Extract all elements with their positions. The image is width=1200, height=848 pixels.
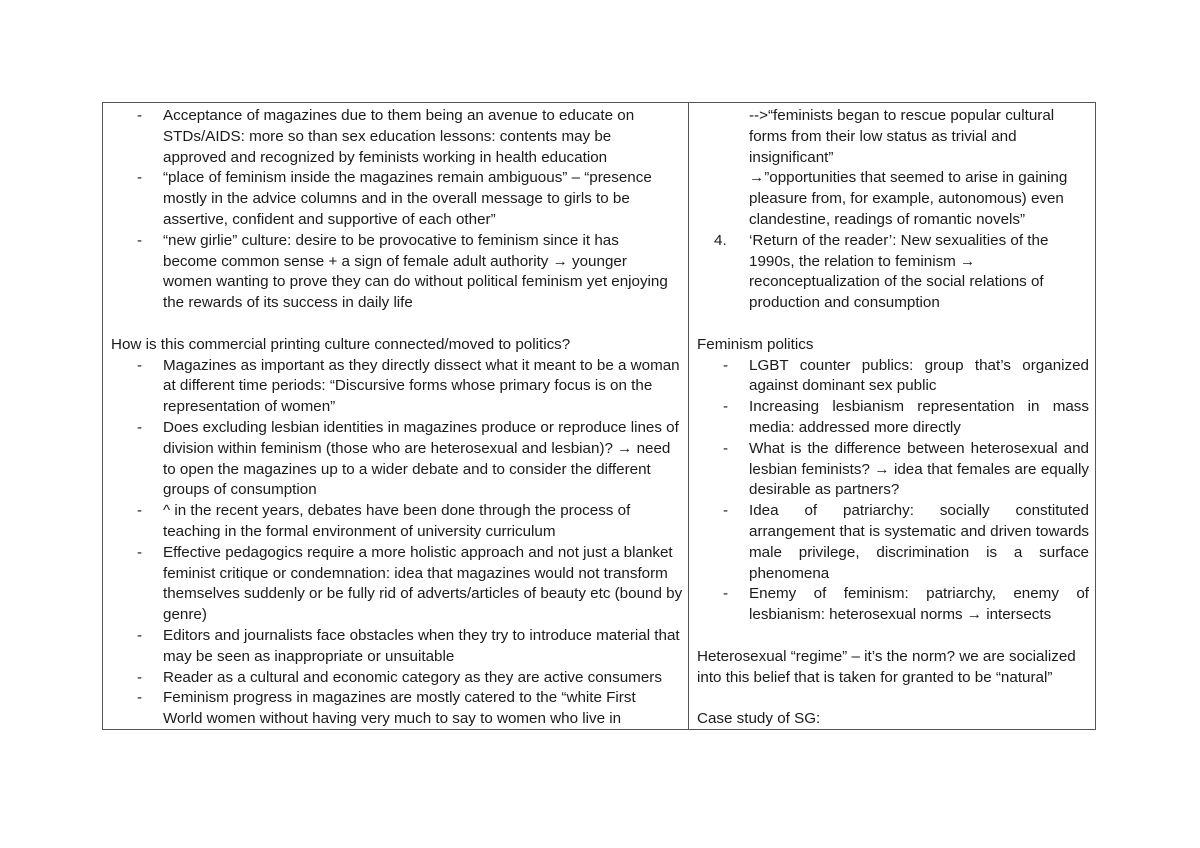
item-number: 4. <box>714 231 727 249</box>
list-item <box>111 688 668 729</box>
list-item <box>111 168 675 230</box>
continuation-quote: -->“feminists began to rescue popular cultural forms from their low status as trivial and insignificant” <box>749 107 1055 166</box>
bullet-dash: - <box>723 439 729 457</box>
bullet-text: Enemy of feminism: patriarchy, enemy of lesbianism: heterosexual norms → intersects <box>749 585 1089 624</box>
list-item <box>697 397 1089 439</box>
list-item <box>697 356 1089 398</box>
bullet-dash: - <box>137 418 143 436</box>
bullet-text: Magazines as important as they directly dissect what it meant to be a woman at different time periods: “Discursive forms whose primary focus is on the representation of women” <box>163 356 680 416</box>
list-item <box>111 626 683 668</box>
bullet-dash: - <box>137 231 143 249</box>
list-item <box>111 231 671 314</box>
bullet-dash: - <box>137 543 143 561</box>
bullet-dash: - <box>723 356 729 374</box>
bullet-text: Does excluding lesbian identities in magazines produce or reproduce lines of division within feminism (those who are heterosexual and lesbian)? → need to open the magazines up to a wider debate and to consider the different groups of consumption <box>163 418 679 499</box>
continuation-quote: →”opportunities that seemed to arise in gaining pleasure from, for example, autonomous) even clandestine, readings of romantic novels” <box>749 169 1068 228</box>
section-heading: Feminism politics <box>697 335 814 353</box>
bullet-dash: - <box>137 169 143 187</box>
bullet-text: Editors and journalists face obstacles when they try to introduce material that may be seen as inappropriate or unsuitable <box>163 626 680 665</box>
right-column <box>689 103 1095 729</box>
left-column <box>103 103 689 729</box>
bullet-text: Idea of patriarchy: socially constituted arrangement that is systematic and driven towards male privilege, discrimination is a surface phenomena <box>749 502 1089 582</box>
section-question: How is this commercial printing culture connected/moved to politics? <box>111 335 571 353</box>
bullet-text: “new girlie” culture: desire to be provocative to feminism since it has become common sense + a sign of female adult authority → younger women wanting to prove they can do without political feminism yet enjoying the rewards of its success in daily life <box>163 231 668 312</box>
case-study-heading: Case study of SG: <box>697 710 821 728</box>
bullet-dash: - <box>723 398 729 416</box>
bullet-dash: - <box>137 626 143 644</box>
bullet-text: Reader as a cultural and economic category as they are active consumers <box>163 668 662 686</box>
bullet-text: Effective pedagogics require a more holistic approach and not just a blanket feminist critique or condemnation: idea that magazines would not transform themselves suddenly or be fully rid of adverts/articles of beauty etc (bound by genre) <box>163 543 683 624</box>
bullet-dash: - <box>137 502 143 520</box>
list-item <box>111 106 663 168</box>
list-item <box>697 501 1089 584</box>
list-item <box>697 584 1089 626</box>
regime-paragraph: Heterosexual “regime” – it’s the norm? we are socialized into this belief that is taken for granted to be “natural” <box>697 647 1076 686</box>
bullet-text: ^ in the recent years, debates have been done through the process of teaching in the formal environment of university curriculum <box>163 502 631 540</box>
list-item <box>111 543 683 626</box>
bullet-text: “place of feminism inside the magazines remain ambiguous” – “presence mostly in the advice columns and in the overall message to girls to be assertive, confident and supportive of each other” <box>163 169 652 228</box>
bullet-text: Increasing lesbianism representation in mass media: addressed more directly <box>749 398 1089 436</box>
numbered-item <box>697 231 1089 314</box>
bullet-text: Feminism progress in magazines are mostly catered to the “white First World women without having very much to say to women who live in <box>163 689 636 728</box>
item-text: ‘Return of the reader’: New sexualities of the 1990s, the relation to feminism → reconceptualization of the social relations of production and consumption <box>749 231 1049 312</box>
list-item <box>697 439 1089 501</box>
bullet-text: LGBT counter publics: group that’s organized against dominant sex public <box>749 356 1089 395</box>
list-item <box>111 501 673 543</box>
notes-table <box>102 102 1096 730</box>
bullet-text: What is the difference between heterosexual and lesbian feminists? → idea that females are equally desirable as partners? <box>749 439 1089 499</box>
list-item <box>111 668 688 689</box>
list-item <box>111 418 683 501</box>
bullet-dash: - <box>723 502 729 520</box>
list-item <box>111 356 683 418</box>
bullet-dash: - <box>137 356 143 374</box>
bullet-dash: - <box>137 107 143 124</box>
bullet-dash: - <box>137 668 143 686</box>
bullet-text: Acceptance of magazines due to them being an avenue to educate on STDs/AIDS: more so than sex education lessons: contents may be approved and recognized by feminists working in health education <box>163 107 635 166</box>
bullet-dash: - <box>137 689 143 707</box>
bullet-dash: - <box>723 585 729 603</box>
